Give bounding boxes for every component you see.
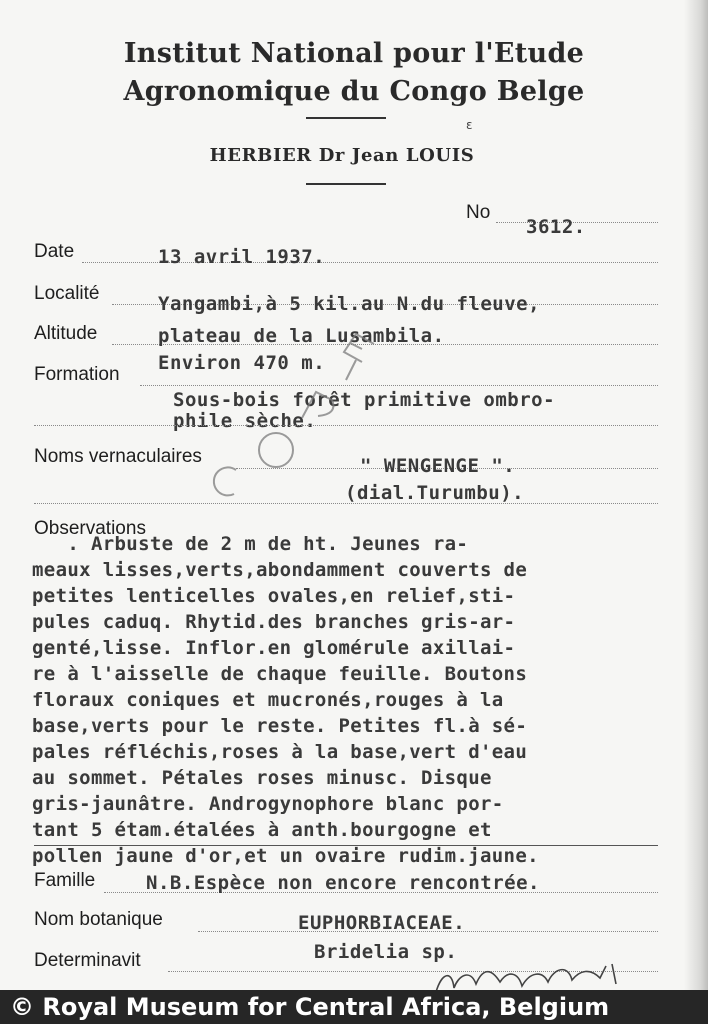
- institute-title-line1: Institut National pour l'Etude: [123, 38, 585, 69]
- observation-line: gris-jaunâtre. Androgynophore blanc por-: [32, 793, 504, 815]
- ink-mark: ɛ: [466, 118, 473, 132]
- observation-line: base,verts pour le reste. Petites fl.à sé-: [32, 715, 528, 737]
- observation-line: pales réfléchis,roses à la base,vert d'eau: [32, 741, 528, 763]
- observation-line: petites lenticelles ovales,en relief,sti-: [32, 585, 516, 607]
- altitude-value-line1: plateau de la Lusambila.: [158, 325, 445, 347]
- copyright-footer: © Royal Museum for Central Africa, Belgium: [0, 990, 708, 1024]
- determinavit-value: Bridelia sp.: [314, 941, 458, 963]
- date-value: 13 avril 1937.: [158, 246, 326, 268]
- famille-label: Famille: [34, 870, 96, 891]
- specimen-number: 3612.: [526, 216, 586, 238]
- observation-line: genté,lisse. Inflor.en glomérule axillai-: [32, 637, 516, 659]
- stamp-letter-i: [346, 360, 356, 380]
- stamp-letter-o: [259, 433, 293, 467]
- noms-value-line1: " WENGENGE ".: [360, 455, 516, 477]
- altitude-label: Altitude: [34, 323, 98, 344]
- herbier-heading: HERBIER Dr Jean LOUIS: [209, 145, 475, 166]
- formation-value-line2: phile sèche.: [173, 410, 317, 432]
- title-divider: [306, 117, 386, 119]
- observation-line: floraux coniques et mucronés,rouges à la: [32, 689, 504, 711]
- altitude-value-line2: Environ 470 m.: [158, 352, 326, 374]
- noms-value-line2: (dial.Turumbu).: [345, 482, 525, 504]
- stamp-letter-c: [214, 467, 236, 495]
- observation-line: pules caduq. Rhytid.des branches gris-ar-: [32, 611, 516, 633]
- observations-label: Observations: [34, 518, 146, 539]
- localite-value: Yangambi,à 5 kil.au N.du fleuve,: [158, 293, 541, 315]
- observation-line: re à l'aisselle de chaque feuille. Boutons: [32, 663, 528, 685]
- number-label: No: [466, 202, 491, 223]
- noms-vernaculaires-label: Noms vernaculaires: [34, 446, 202, 467]
- observation-line: au sommet. Pétales roses minusc. Disque: [32, 767, 492, 789]
- localite-label: Localité: [34, 283, 100, 304]
- stamp-letter-e: [344, 334, 374, 362]
- formation-value-line1: Sous-bois forêt primitive ombro-: [173, 389, 556, 411]
- formation-label: Formation: [34, 364, 120, 385]
- stamp-letter-p: [302, 392, 333, 418]
- observations-text: [32, 531, 692, 869]
- observation-line: pollen jaune d'or,et un ovaire rudim.jaune.: [32, 845, 539, 867]
- observation-line: . Arbuste de 2 m de ht. Jeunes ra-: [32, 533, 469, 555]
- copie-stamp: [206, 322, 386, 512]
- institute-title-line2: Agronomique du Congo Belge: [123, 76, 585, 107]
- determinavit-label: Determinavit: [34, 950, 141, 971]
- date-label: Date: [34, 241, 75, 262]
- famille-value: EUPHORBIACEAE.: [298, 912, 466, 934]
- observations-end-rule: [34, 845, 658, 846]
- observation-line: tant 5 étam.étalées à anth.bourgogne et: [32, 819, 492, 841]
- herbier-divider: [306, 183, 386, 185]
- nom-botanique-label: Nom botanique: [34, 909, 163, 930]
- famille-note: N.B.Espèce non encore rencontrée.: [146, 872, 540, 894]
- observation-line: meaux lisses,verts,abondamment couverts de: [32, 559, 528, 581]
